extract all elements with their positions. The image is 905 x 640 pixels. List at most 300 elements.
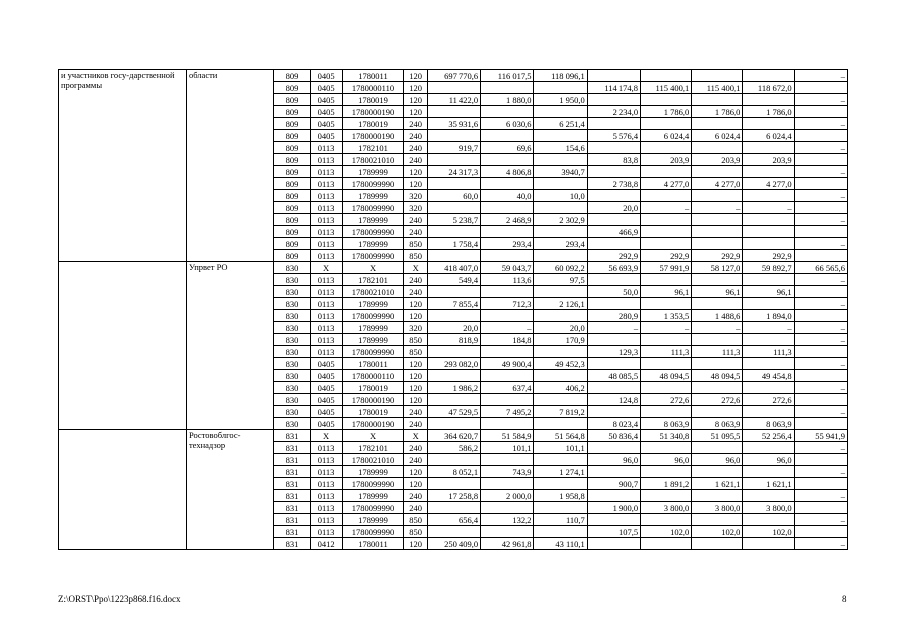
table-cell: 48 085,5	[587, 370, 640, 382]
table-cell: 1780011	[342, 358, 404, 370]
table-cell: 809	[274, 142, 310, 154]
table-row	[59, 262, 848, 274]
table-cell	[641, 190, 692, 202]
table-cell: 1780099990	[342, 502, 404, 514]
table-cell	[427, 478, 480, 490]
table-cell: 1780000190	[342, 106, 404, 118]
table-cell	[743, 490, 794, 502]
table-cell: 850	[404, 526, 427, 538]
table-cell: 809	[274, 154, 310, 166]
table-cell: 1780019	[342, 94, 404, 106]
table-cell: 7 495,2	[481, 406, 534, 418]
table-cell	[587, 358, 640, 370]
table-cell: 20,0	[534, 322, 587, 334]
table-cell: Х	[342, 430, 404, 442]
table-cell	[427, 130, 480, 142]
table-cell: –	[794, 466, 847, 478]
table-cell: 240	[404, 442, 427, 454]
table-cell: 0405	[310, 394, 342, 406]
table-cell	[481, 370, 534, 382]
table-cell: 1789999	[342, 190, 404, 202]
table-cell: 96,0	[692, 454, 743, 466]
table-cell: 203,9	[641, 154, 692, 166]
table-cell: 850	[404, 346, 427, 358]
table-cell: 697 770,6	[427, 70, 480, 82]
table-cell: 118 096,1	[534, 70, 587, 82]
table-cell	[692, 190, 743, 202]
table-cell	[427, 106, 480, 118]
table-cell	[692, 142, 743, 154]
table-cell: 132,2	[481, 514, 534, 526]
table-cell	[794, 106, 847, 118]
table-cell: 831	[274, 514, 310, 526]
table-cell: 1780011	[342, 70, 404, 82]
table-cell	[743, 142, 794, 154]
table-cell: 17 258,8	[427, 490, 480, 502]
table-cell: 0113	[310, 190, 342, 202]
table-cell: 1780021010	[342, 454, 404, 466]
table-cell: 406,2	[534, 382, 587, 394]
table-cell: 115 400,1	[641, 82, 692, 94]
table-cell: 6 024,4	[641, 130, 692, 142]
table-cell: –	[743, 322, 794, 334]
table-cell: 1 880,0	[481, 94, 534, 106]
table-cell: 4 277,0	[743, 178, 794, 190]
table-cell	[427, 310, 480, 322]
table-cell: –	[794, 214, 847, 226]
table-cell	[587, 382, 640, 394]
table-cell	[692, 538, 743, 550]
table-cell: 1782101	[342, 442, 404, 454]
row-header-participant	[59, 430, 187, 550]
table-cell: 240	[404, 502, 427, 514]
table-cell: 2 126,1	[534, 298, 587, 310]
table-cell: 116 017,5	[481, 70, 534, 82]
table-cell: –	[794, 166, 847, 178]
table-cell: 120	[404, 94, 427, 106]
table-cell	[794, 226, 847, 238]
table-cell	[534, 250, 587, 262]
row-header-participant	[59, 262, 187, 430]
table-cell: 2 738,8	[587, 178, 640, 190]
table-cell	[692, 274, 743, 286]
table-row	[59, 70, 848, 82]
table-cell: 831	[274, 526, 310, 538]
table-cell: 0405	[310, 106, 342, 118]
table-cell: 111,3	[743, 346, 794, 358]
table-cell: 0113	[310, 202, 342, 214]
table-cell: 120	[404, 178, 427, 190]
table-cell	[534, 154, 587, 166]
table-cell: 830	[274, 406, 310, 418]
table-cell: –	[794, 442, 847, 454]
table-cell: 59 043,7	[481, 262, 534, 274]
table-cell: 49 900,4	[481, 358, 534, 370]
table-cell: 831	[274, 490, 310, 502]
table-cell: 1780000190	[342, 394, 404, 406]
table-cell: –	[692, 322, 743, 334]
table-cell: 129,3	[587, 346, 640, 358]
table-cell: 1789999	[342, 334, 404, 346]
table-cell	[587, 334, 640, 346]
table-cell: 203,9	[692, 154, 743, 166]
table-cell: 96,1	[743, 286, 794, 298]
table-cell: 240	[404, 226, 427, 238]
table-cell: 831	[274, 454, 310, 466]
table-cell	[587, 514, 640, 526]
table-cell	[641, 490, 692, 502]
table-cell: 184,8	[481, 334, 534, 346]
table-cell: 59 892,7	[743, 262, 794, 274]
table-cell: 114 174,8	[587, 82, 640, 94]
table-cell: 1782101	[342, 274, 404, 286]
table-cell: 0113	[310, 454, 342, 466]
table-cell: 120	[404, 538, 427, 550]
table-cell	[587, 406, 640, 418]
table-cell	[692, 442, 743, 454]
table-cell: 1780000110	[342, 82, 404, 94]
table-cell	[587, 166, 640, 178]
table-cell	[743, 274, 794, 286]
table-cell: 203,9	[743, 154, 794, 166]
table-cell: 48 094,5	[641, 370, 692, 382]
table-cell: 0412	[310, 538, 342, 550]
table-cell	[427, 346, 480, 358]
table-cell	[641, 226, 692, 238]
table-cell: 809	[274, 214, 310, 226]
table-cell	[794, 418, 847, 430]
table-cell: 240	[404, 118, 427, 130]
table-cell: –	[794, 490, 847, 502]
table-cell: 831	[274, 502, 310, 514]
table-cell: 66 565,6	[794, 262, 847, 274]
table-cell: 364 620,7	[427, 430, 480, 442]
table-cell: 818,9	[427, 334, 480, 346]
table-cell	[743, 406, 794, 418]
table-cell	[427, 502, 480, 514]
table-cell	[481, 310, 534, 322]
table-cell	[587, 490, 640, 502]
table-cell: 831	[274, 478, 310, 490]
table-cell: 1 786,0	[743, 106, 794, 118]
table-cell: 809	[274, 202, 310, 214]
table-cell: 120	[404, 382, 427, 394]
table-cell: 830	[274, 358, 310, 370]
table-cell: 320	[404, 190, 427, 202]
table-cell: 850	[404, 238, 427, 250]
table-cell: 120	[404, 70, 427, 82]
table-cell: 809	[274, 166, 310, 178]
table-cell: 0113	[310, 514, 342, 526]
table-cell	[534, 106, 587, 118]
table-cell: 120	[404, 298, 427, 310]
table-cell: 831	[274, 430, 310, 442]
table-cell: Х	[342, 262, 404, 274]
table-cell: 43 110,1	[534, 538, 587, 550]
table-cell: 850	[404, 250, 427, 262]
table-cell	[587, 118, 640, 130]
table-cell: 1780099990	[342, 526, 404, 538]
table-cell	[641, 406, 692, 418]
table-cell	[641, 94, 692, 106]
row-header-executor: Упрвет РО	[186, 262, 273, 430]
table-cell: 49 454,8	[743, 370, 794, 382]
table-cell: 111,3	[641, 346, 692, 358]
table-cell: 1 621,1	[692, 478, 743, 490]
table-cell	[692, 382, 743, 394]
table-cell: 240	[404, 406, 427, 418]
table-cell	[481, 250, 534, 262]
table-cell	[692, 226, 743, 238]
table-cell	[427, 226, 480, 238]
table-cell	[692, 334, 743, 346]
table-cell	[427, 370, 480, 382]
table-cell: 20,0	[587, 202, 640, 214]
table-cell	[641, 142, 692, 154]
table-cell	[743, 94, 794, 106]
table-cell	[692, 406, 743, 418]
table-cell: 0405	[310, 418, 342, 430]
table-cell	[481, 418, 534, 430]
table-cell: 240	[404, 490, 427, 502]
table-cell: 831	[274, 442, 310, 454]
table-cell: –	[641, 322, 692, 334]
table-cell: 51 095,5	[692, 430, 743, 442]
table-cell: 0113	[310, 478, 342, 490]
table-cell: 2 468,9	[481, 214, 534, 226]
table-cell: 830	[274, 370, 310, 382]
table-cell: 1 900,0	[587, 502, 640, 514]
table-cell: 0113	[310, 226, 342, 238]
table-cell	[692, 214, 743, 226]
table-cell: 1789999	[342, 514, 404, 526]
table-cell: 42 961,8	[481, 538, 534, 550]
table-cell: 50,0	[587, 286, 640, 298]
table-cell: 0405	[310, 130, 342, 142]
table-cell: 743,9	[481, 466, 534, 478]
table-cell: 830	[274, 310, 310, 322]
table-cell	[794, 154, 847, 166]
table-cell: 1 894,0	[743, 310, 794, 322]
table-cell	[641, 442, 692, 454]
table-cell: 0113	[310, 466, 342, 478]
row-header-executor: Ростовоблгос-технадзор	[186, 430, 273, 550]
table-cell: 0113	[310, 442, 342, 454]
table-cell: 2 302,9	[534, 214, 587, 226]
table-cell: 1 488,6	[692, 310, 743, 322]
table-cell	[743, 118, 794, 130]
table-cell: 96,0	[641, 454, 692, 466]
table-body	[59, 70, 848, 550]
table-cell	[641, 514, 692, 526]
table-cell	[641, 166, 692, 178]
table-cell	[743, 442, 794, 454]
table-cell: 40,0	[481, 190, 534, 202]
table-cell	[427, 178, 480, 190]
table-cell: 0113	[310, 346, 342, 358]
table-cell: 47 529,5	[427, 406, 480, 418]
table-cell	[534, 226, 587, 238]
table-cell: 1789999	[342, 490, 404, 502]
table-cell	[427, 154, 480, 166]
table-cell: 1780099990	[342, 346, 404, 358]
table-cell: 0113	[310, 250, 342, 262]
table-cell: 0113	[310, 526, 342, 538]
table-cell	[481, 502, 534, 514]
table-cell: 809	[274, 178, 310, 190]
table-cell: 293,4	[534, 238, 587, 250]
table-cell	[481, 130, 534, 142]
table-cell	[794, 286, 847, 298]
table-cell: 292,9	[587, 250, 640, 262]
table-cell: 57 991,9	[641, 262, 692, 274]
table-cell	[641, 334, 692, 346]
table-cell	[794, 178, 847, 190]
table-cell: 120	[404, 166, 427, 178]
table-cell	[794, 82, 847, 94]
table-cell: 111,3	[692, 346, 743, 358]
table-cell: 2 000,0	[481, 490, 534, 502]
table-cell: 120	[404, 106, 427, 118]
table-cell	[481, 202, 534, 214]
table-cell: 52 256,4	[743, 430, 794, 442]
table-cell: 107,5	[587, 526, 640, 538]
table-cell: 0113	[310, 298, 342, 310]
table-cell	[481, 478, 534, 490]
table-cell	[587, 214, 640, 226]
table-cell: 2 234,0	[587, 106, 640, 118]
table-cell: 250 409,0	[427, 538, 480, 550]
table-cell: 809	[274, 226, 310, 238]
table-cell: 0405	[310, 118, 342, 130]
table-cell: 0405	[310, 382, 342, 394]
table-cell	[794, 250, 847, 262]
table-cell: 809	[274, 94, 310, 106]
table-cell: –	[587, 322, 640, 334]
table-cell: 0405	[310, 358, 342, 370]
table-cell: 8 063,9	[692, 418, 743, 430]
table-cell: 1 758,4	[427, 238, 480, 250]
table-cell	[481, 106, 534, 118]
table-cell: 3 800,0	[692, 502, 743, 514]
table-cell: –	[794, 238, 847, 250]
table-cell: 1780099990	[342, 310, 404, 322]
table-cell: 0405	[310, 370, 342, 382]
table-cell	[641, 358, 692, 370]
table-cell: 8 063,9	[641, 418, 692, 430]
table-cell: 101,1	[481, 442, 534, 454]
table-cell: 272,6	[641, 394, 692, 406]
table-cell: 586,2	[427, 442, 480, 454]
table-cell: 900,7	[587, 478, 640, 490]
table-cell	[534, 394, 587, 406]
table-cell	[587, 238, 640, 250]
table-cell	[692, 70, 743, 82]
table-cell: 850	[404, 334, 427, 346]
table-cell	[692, 358, 743, 370]
table-cell: 0113	[310, 334, 342, 346]
table-cell	[692, 238, 743, 250]
table-cell	[427, 394, 480, 406]
table-cell: 51 340,8	[641, 430, 692, 442]
table-cell: 4 277,0	[641, 178, 692, 190]
table-cell	[587, 274, 640, 286]
table-cell: Х	[310, 430, 342, 442]
table-cell: 830	[274, 322, 310, 334]
table-cell: 272,6	[743, 394, 794, 406]
table-cell: 5 238,7	[427, 214, 480, 226]
table-cell: 69,6	[481, 142, 534, 154]
table-cell: 830	[274, 262, 310, 274]
table-cell	[427, 454, 480, 466]
table-cell: 320	[404, 202, 427, 214]
table-cell: 24 317,3	[427, 166, 480, 178]
table-cell	[641, 274, 692, 286]
table-cell	[534, 82, 587, 94]
table-cell	[534, 346, 587, 358]
table-cell: 1 274,1	[534, 466, 587, 478]
table-cell: 101,1	[534, 442, 587, 454]
table-cell: 240	[404, 286, 427, 298]
table-cell	[481, 154, 534, 166]
table-cell: 1780019	[342, 406, 404, 418]
table-cell	[481, 454, 534, 466]
table-cell: 154,6	[534, 142, 587, 154]
table-cell: Х	[310, 262, 342, 274]
table-cell	[692, 298, 743, 310]
table-cell: 1780000110	[342, 370, 404, 382]
table-cell: 20,0	[427, 322, 480, 334]
table-cell: 51 564,8	[534, 430, 587, 442]
table-cell	[481, 346, 534, 358]
table-cell: 830	[274, 334, 310, 346]
table-cell	[481, 226, 534, 238]
table-cell: 809	[274, 130, 310, 142]
table-cell	[743, 382, 794, 394]
table-cell: 1780000190	[342, 130, 404, 142]
table-cell	[641, 238, 692, 250]
table-cell: Х	[404, 262, 427, 274]
table-cell: 5 576,4	[587, 130, 640, 142]
table-cell: 240	[404, 418, 427, 430]
table-cell: –	[794, 538, 847, 550]
table-cell: 113,6	[481, 274, 534, 286]
table-cell	[534, 130, 587, 142]
table-cell	[743, 238, 794, 250]
table-cell	[794, 526, 847, 538]
table-cell: 0113	[310, 274, 342, 286]
table-cell	[692, 166, 743, 178]
table-cell	[534, 454, 587, 466]
table-cell	[587, 538, 640, 550]
table-cell	[641, 466, 692, 478]
table-cell	[743, 166, 794, 178]
table-cell	[641, 538, 692, 550]
table-cell: 809	[274, 118, 310, 130]
table-cell: 7 819,2	[534, 406, 587, 418]
table-cell: 120	[404, 478, 427, 490]
table-cell: 280,9	[587, 310, 640, 322]
table-cell: 830	[274, 346, 310, 358]
table-cell: 3 800,0	[641, 502, 692, 514]
table-cell: 1780099990	[342, 478, 404, 490]
table-cell	[587, 70, 640, 82]
table-cell: 830	[274, 274, 310, 286]
table-cell: 0113	[310, 322, 342, 334]
table-cell: 96,1	[641, 286, 692, 298]
table-cell: 1 958,8	[534, 490, 587, 502]
table-cell: 102,0	[692, 526, 743, 538]
